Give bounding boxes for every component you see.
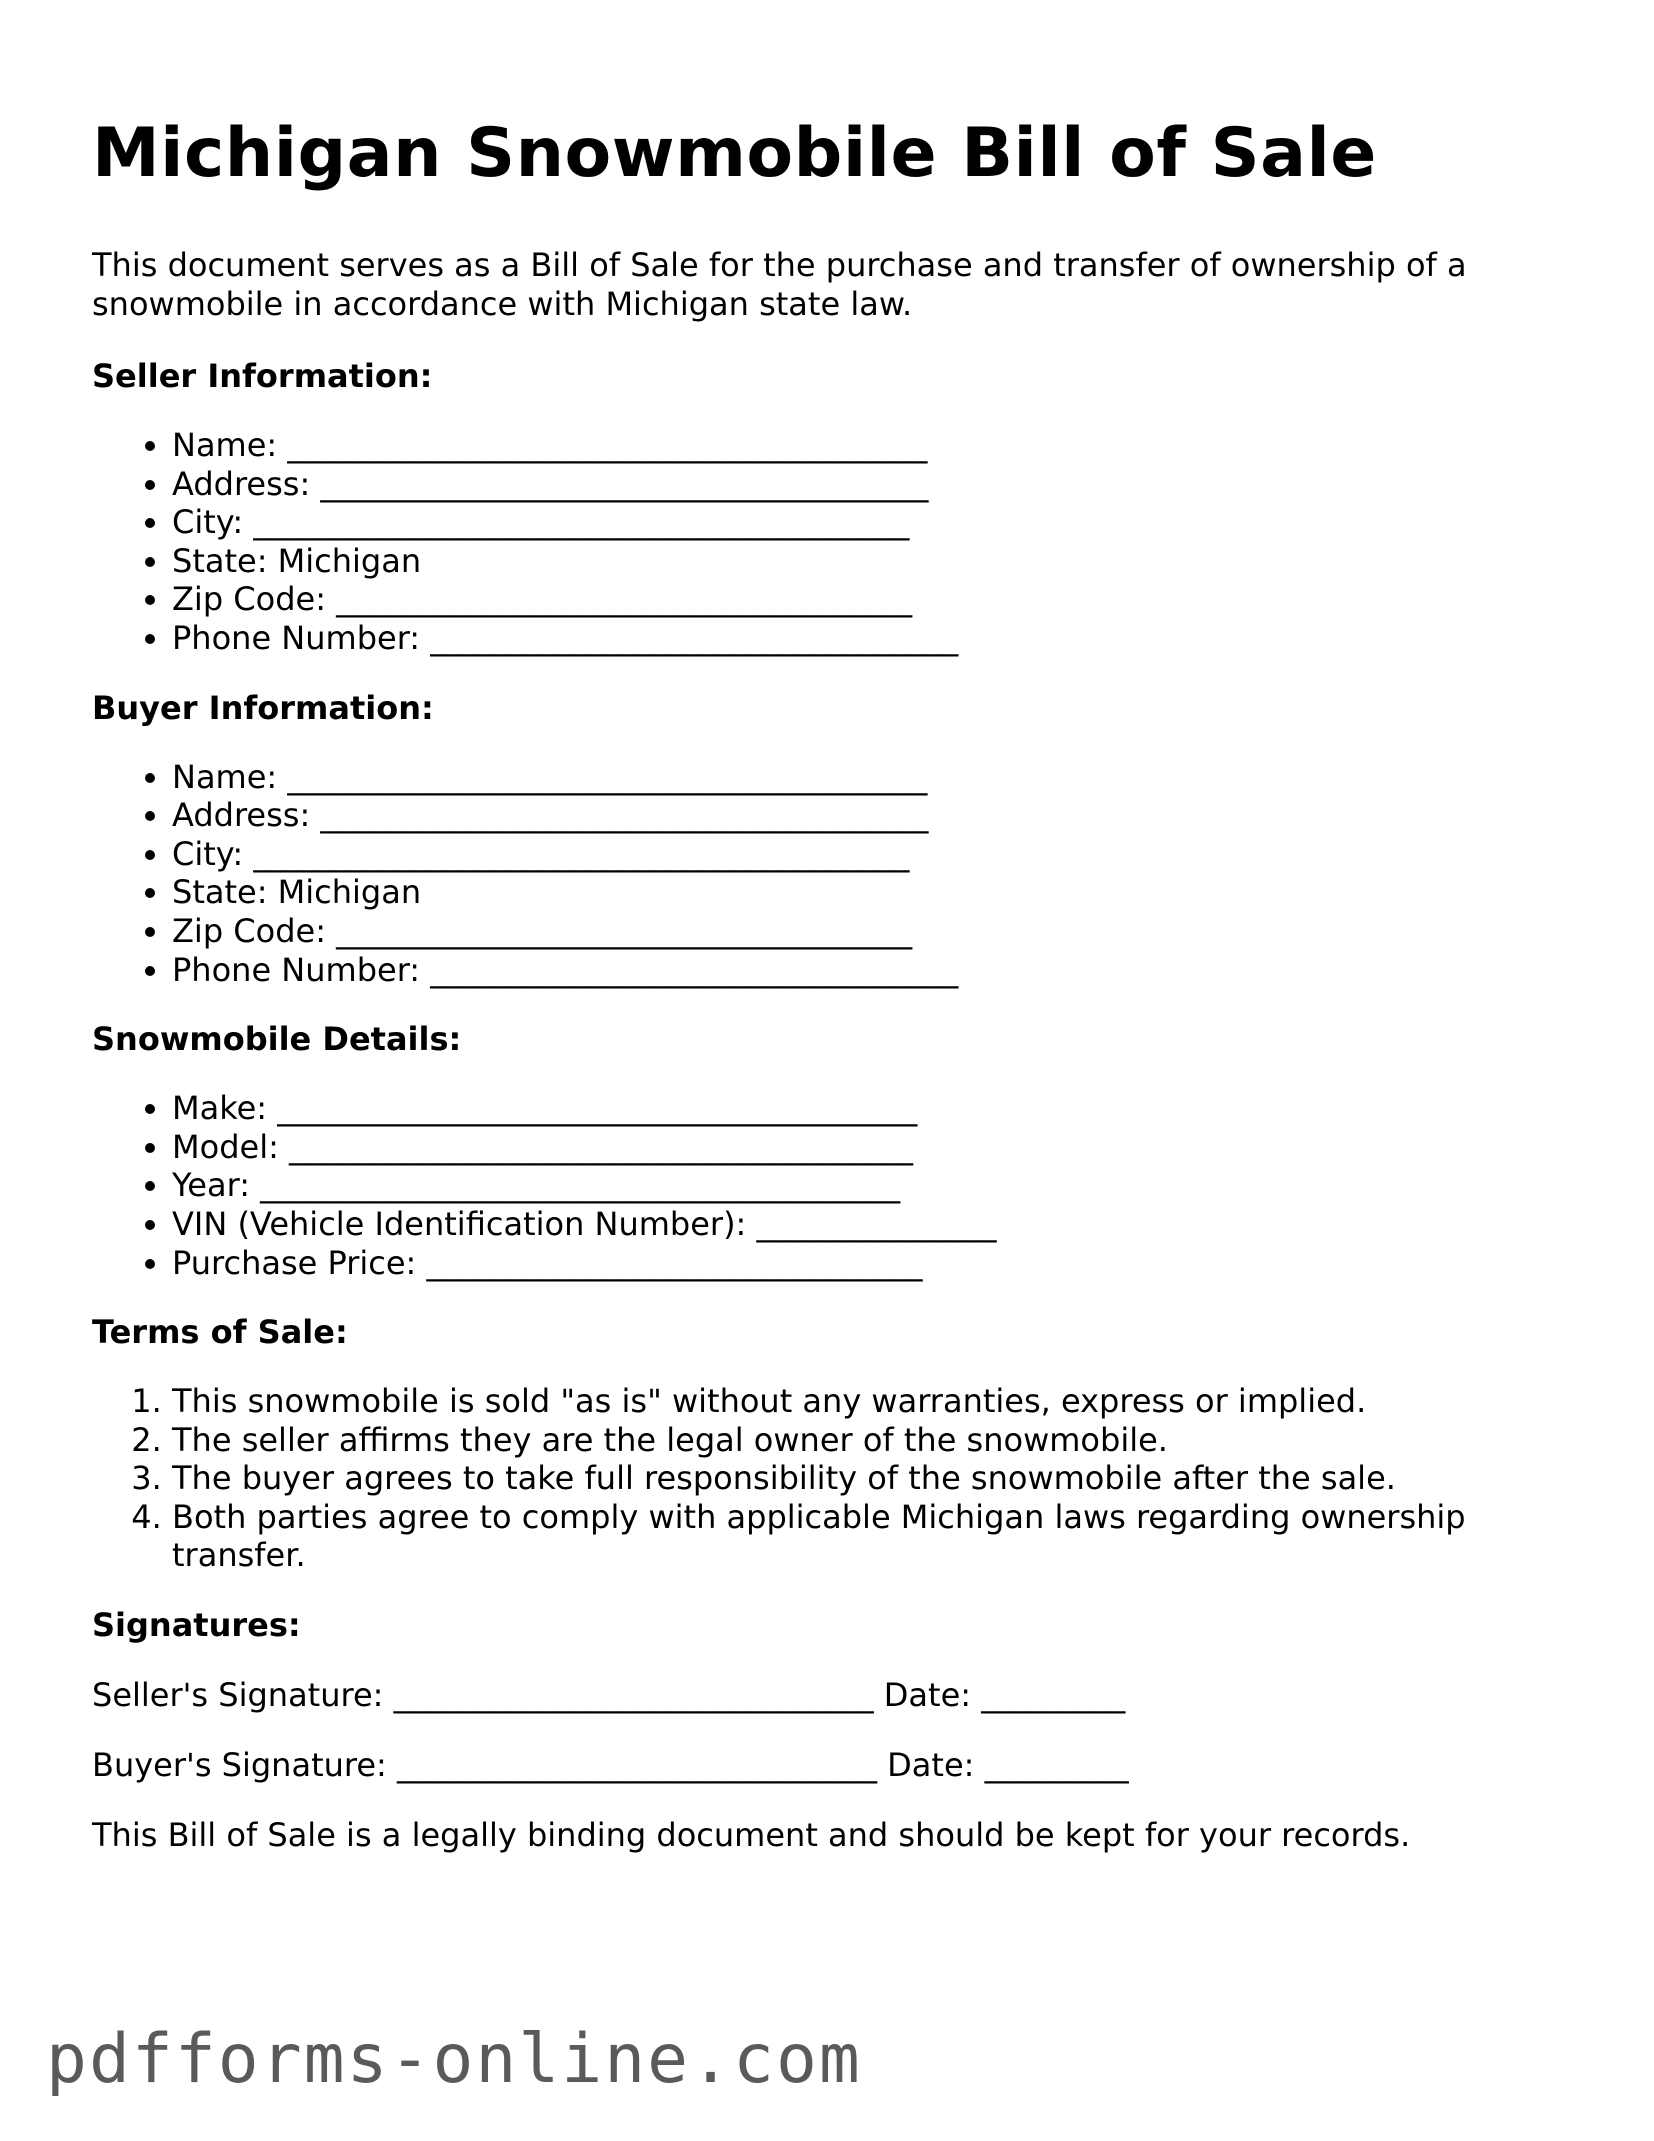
- term-item: 1. This snowmobile is sold "as is" without any warranties, express or implied.: [172, 1382, 1562, 1421]
- make-field[interactable]: • Make: ________________________________________: [172, 1089, 1562, 1128]
- buyer-state-field: • State: Michigan: [172, 873, 1562, 912]
- snowmobile-list: [92, 1089, 1562, 1282]
- buyer-list: [92, 758, 1562, 990]
- buyer-heading: Buyer Information:: [92, 688, 434, 727]
- term-item: 4. Both parties agree to comply with applicable Michigan laws regarding ownership transfer.: [172, 1498, 1562, 1575]
- term-item: 2. The seller affirms they are the legal owner of the snowmobile.: [172, 1421, 1562, 1460]
- signatures-heading: Signatures:: [92, 1606, 301, 1645]
- terms-list: [92, 1382, 1562, 1575]
- buyer-signature-line[interactable]: Buyer's Signature: ______________________________ Date: _________: [92, 1746, 1129, 1785]
- model-field[interactable]: • Model: _______________________________________: [172, 1128, 1562, 1167]
- watermark-text: pdfforms-online.com: [46, 2020, 862, 2099]
- seller-address-field[interactable]: • Address: ______________________________________: [172, 465, 1562, 504]
- terms-heading: Terms of Sale:: [92, 1313, 348, 1352]
- snowmobile-heading: Snowmobile Details:: [92, 1020, 462, 1059]
- buyer-section: [92, 688, 1562, 990]
- seller-phone-field[interactable]: • Phone Number: _________________________________: [172, 619, 1562, 658]
- closing-statement: This Bill of Sale is a legally binding document and should be kept for your records.: [92, 1816, 1411, 1855]
- seller-list: [92, 426, 1562, 658]
- year-field[interactable]: • Year: ________________________________________: [172, 1166, 1562, 1205]
- document-title: Michigan Snowmobile Bill of Sale: [92, 114, 1377, 193]
- signatures-section: [92, 1605, 1562, 1785]
- buyer-zip-field[interactable]: • Zip Code: ____________________________________: [172, 912, 1562, 951]
- snowmobile-section: [92, 1019, 1562, 1282]
- intro-paragraph: This document serves as a Bill of Sale for the purchase and transfer of ownership of a snowmobile in accordance with Michigan state law.: [92, 246, 1467, 323]
- term-item: 3. The buyer agrees to take full responsibility of the snowmobile after the sale.: [172, 1459, 1562, 1498]
- seller-name-field[interactable]: • Name: ________________________________________: [172, 426, 1562, 465]
- vin-field[interactable]: • VIN (Vehicle Identification Number): _______________: [172, 1205, 1562, 1244]
- seller-heading: Seller Information:: [92, 357, 433, 395]
- buyer-name-field[interactable]: • Name: ________________________________________: [172, 758, 1562, 797]
- purchase-price-field[interactable]: • Purchase Price: _______________________________: [172, 1244, 1562, 1283]
- seller-state-field: • State: Michigan: [172, 542, 1562, 581]
- document-page: [92, 112, 1562, 1855]
- seller-section: [92, 356, 1562, 658]
- buyer-phone-field[interactable]: • Phone Number: _________________________________: [172, 951, 1562, 990]
- buyer-city-field[interactable]: • City: _________________________________________: [172, 835, 1562, 874]
- terms-section: [92, 1312, 1562, 1575]
- seller-city-field[interactable]: • City: _________________________________________: [172, 503, 1562, 542]
- seller-zip-field[interactable]: • Zip Code: ____________________________________: [172, 580, 1562, 619]
- seller-signature-line[interactable]: Seller's Signature: ______________________________ Date: _________: [92, 1676, 1126, 1715]
- buyer-address-field[interactable]: • Address: ______________________________________: [172, 796, 1562, 835]
